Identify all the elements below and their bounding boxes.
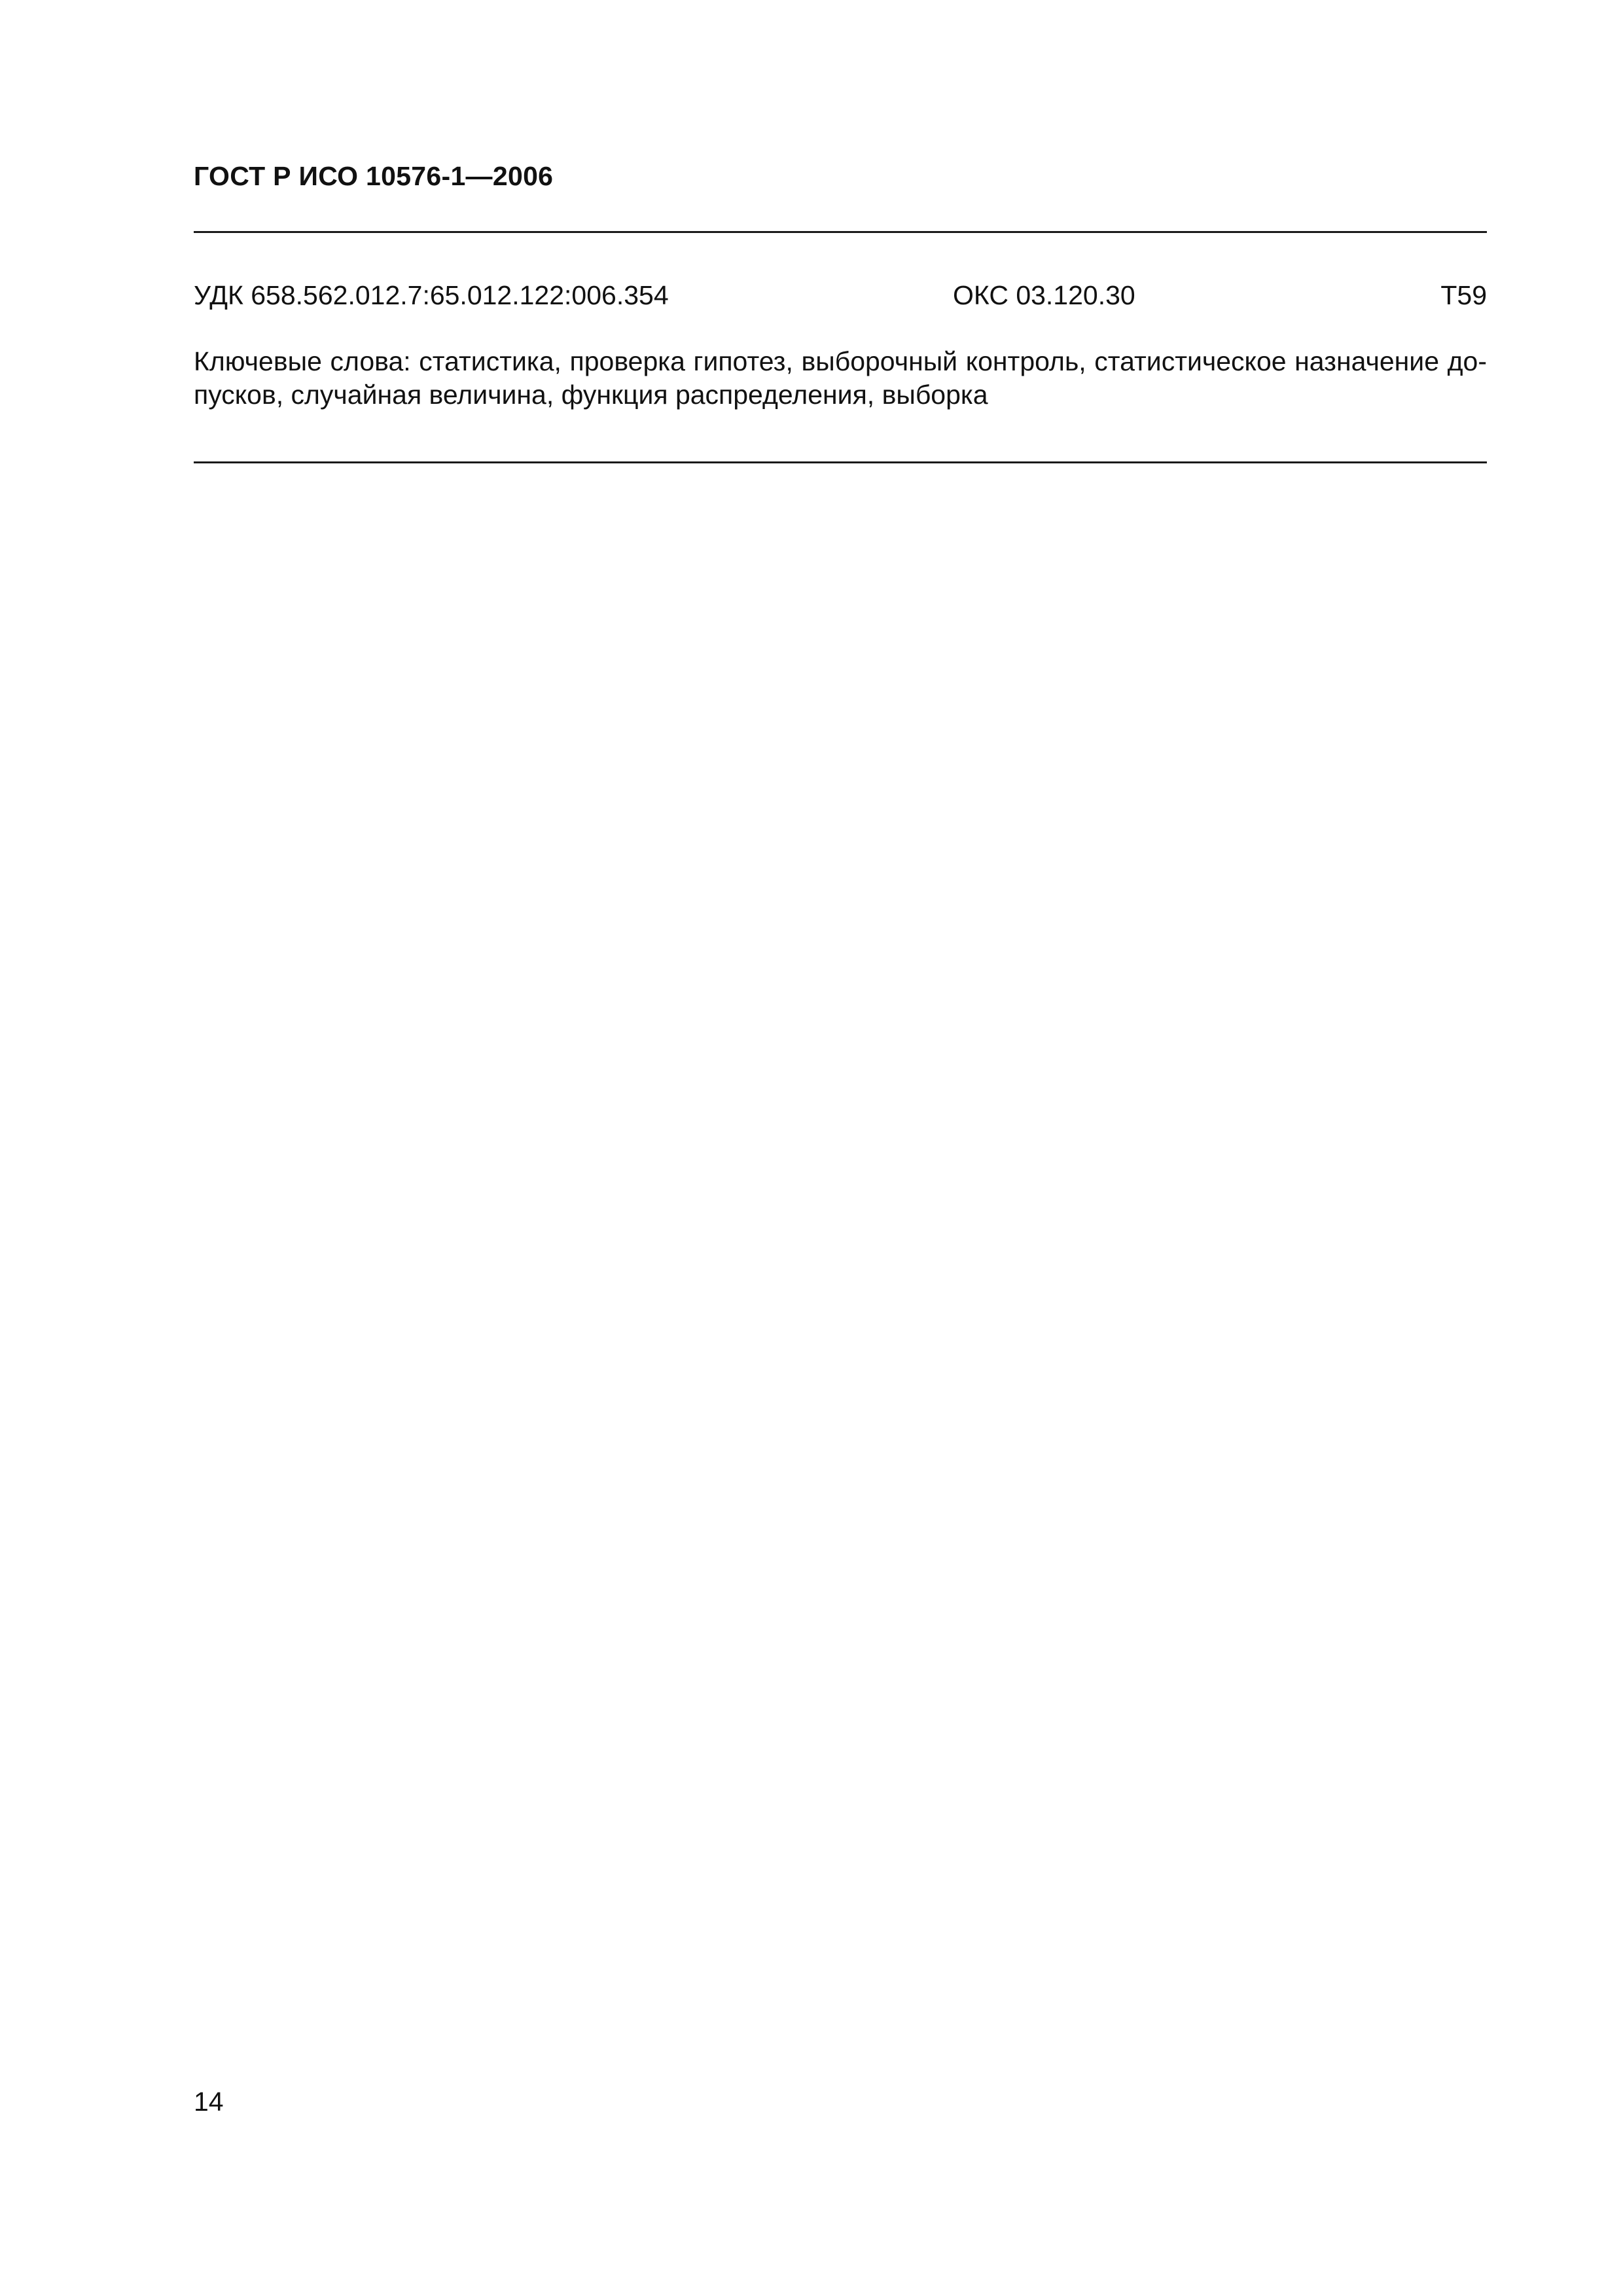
udc-code: УДК 658.562.012.7:65.012.122:006.354 <box>194 280 669 310</box>
standard-number-header: ГОСТ Р ИСО 10576-1—2006 <box>194 161 554 191</box>
oks-code: ОКС 03.120.30 <box>953 280 1135 310</box>
classification-row <box>194 280 1487 317</box>
keywords-line-1: Ключевые слова: статистика, проверка гипотез, выборочный контроль, статистическое назначение до- <box>194 346 1487 376</box>
keywords-line-2: пусков, случайная величина, функция распределения, выборка <box>194 380 988 410</box>
keywords-paragraph <box>194 345 1487 412</box>
group-code: Т59 <box>1440 280 1487 310</box>
header-divider <box>194 231 1487 233</box>
page-number: 14 <box>194 2087 224 2117</box>
footer-divider <box>194 461 1487 463</box>
